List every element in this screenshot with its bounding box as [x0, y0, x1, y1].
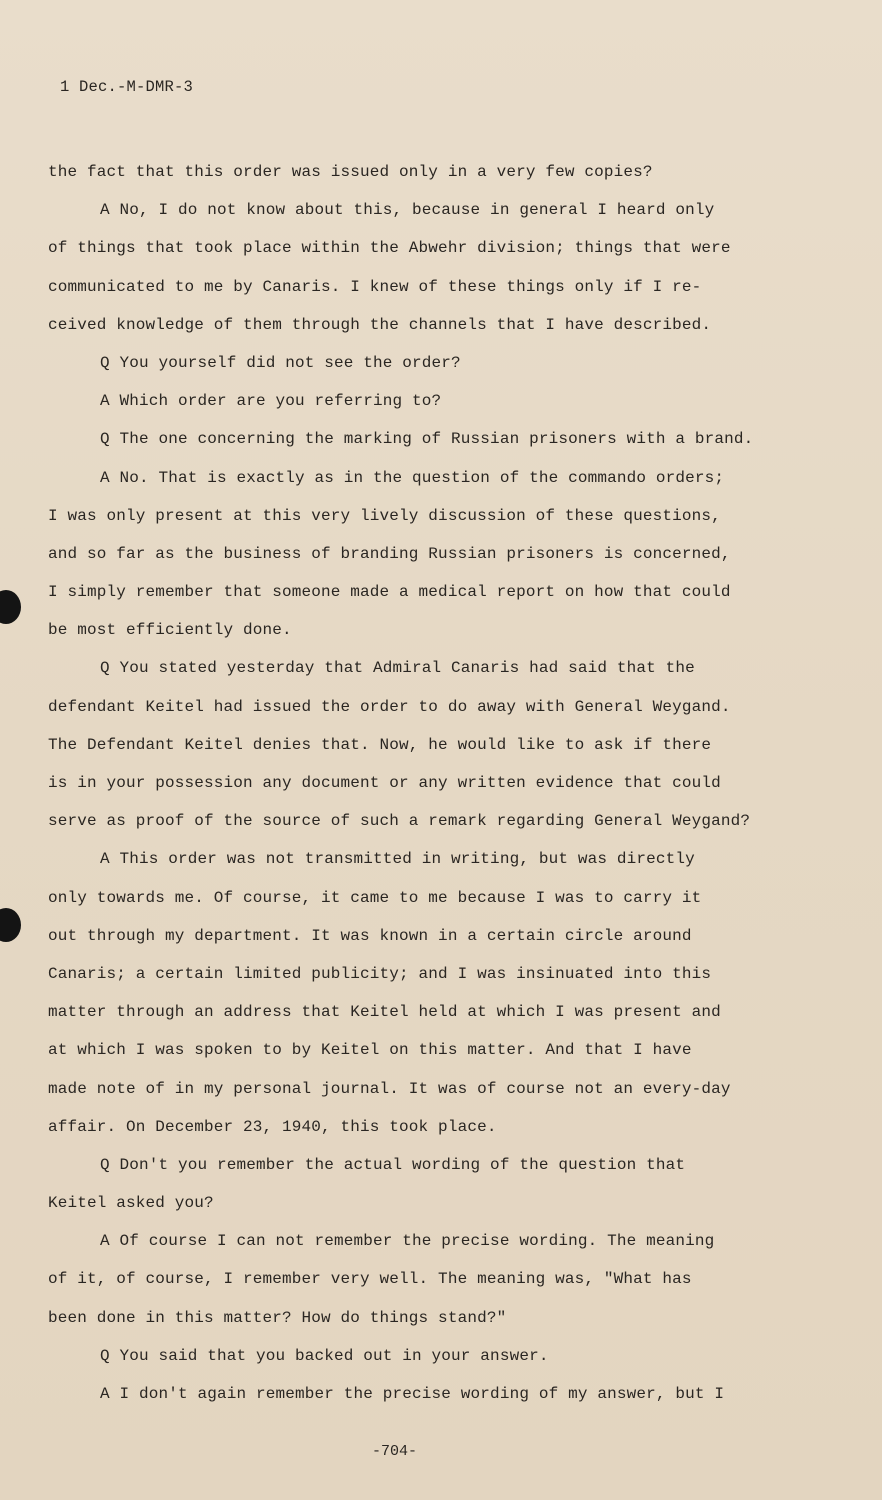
transcript-line: A No, I do not know about this, because in general I heard only [100, 201, 715, 220]
transcript-line: only towards me. Of course, it came to me because I was to carry it [48, 888, 702, 907]
transcript-line: be most efficiently done. [48, 621, 292, 640]
binder-hole [0, 908, 21, 942]
transcript-line: Canaris; a certain limited publicity; and I was insinuated into this [48, 964, 712, 983]
transcript-line: A Of course I can not remember the precise wording. The meaning [100, 1232, 715, 1251]
transcript-line: is in your possession any document or any written evidence that could [48, 774, 721, 792]
transcript-line: defendant Keitel had issued the order to do away with General Weygand. [48, 697, 731, 716]
transcript-line: of things that took place within the Abwehr division; things that were [48, 239, 731, 258]
transcript-line: ceived knowledge of them through the channels that I have described. [48, 315, 712, 334]
transcript-line: affair. On December 23, 1940, this took place. [48, 1117, 497, 1136]
transcript-line: I simply remember that someone made a medical report on how that could [48, 583, 731, 602]
transcript-line: Q You stated yesterday that Admiral Canaris had said that the [100, 659, 695, 678]
transcript-line: Q The one concerning the marking of Russian prisoners with a brand. [100, 430, 754, 449]
transcript-line: Q Don't you remember the actual wording of the question that [100, 1155, 686, 1174]
transcript-line: communicated to me by Canaris. I knew of these things only if I re- [48, 277, 702, 296]
page-number: -704- [372, 1443, 418, 1460]
transcript-line: A I don't again remember the precise wording of my answer, but I [100, 1385, 725, 1403]
transcript-line: of it, of course, I remember very well. The meaning was, "What has [48, 1270, 692, 1289]
transcript-line: The Defendant Keitel denies that. Now, he would like to ask if there [48, 735, 712, 754]
transcript-line: Keitel asked you? [48, 1194, 214, 1213]
transcript-line: A No. That is exactly as in the question of the commando orders; [100, 468, 725, 487]
transcript-line: at which I was spoken to by Keitel on this matter. And that I have [48, 1041, 692, 1060]
transcript-line: out through my department. It was known in a certain circle around [48, 926, 692, 945]
transcript-line: serve as proof of the source of such a remark regarding General Weygand? [48, 812, 751, 831]
transcript-line: Q You said that you backed out in your answer. [100, 1346, 549, 1365]
transcript-line: made note of in my personal journal. It was of course not an every-day [48, 1079, 731, 1098]
transcript-line: A Which order are you referring to? [100, 392, 442, 411]
transcript-line: the fact that this order was issued only in a very few copies? [48, 163, 653, 181]
transcript-line: A This order was not transmitted in writing, but was directly [100, 850, 695, 869]
transcript-line: matter through an address that Keitel held at which I was present and [48, 1003, 721, 1022]
transcript-body [48, 153, 768, 1413]
page-reference: 1 Dec.-M-DMR-3 [60, 78, 194, 96]
binder-hole [0, 590, 21, 624]
transcript-line: Q You yourself did not see the order? [100, 353, 461, 372]
transcript-line: been done in this matter? How do things stand?" [48, 1308, 507, 1327]
transcript-line: and so far as the business of branding Russian prisoners is concerned, [48, 544, 731, 563]
transcript-line: I was only present at this very lively discussion of these questions, [48, 506, 721, 525]
